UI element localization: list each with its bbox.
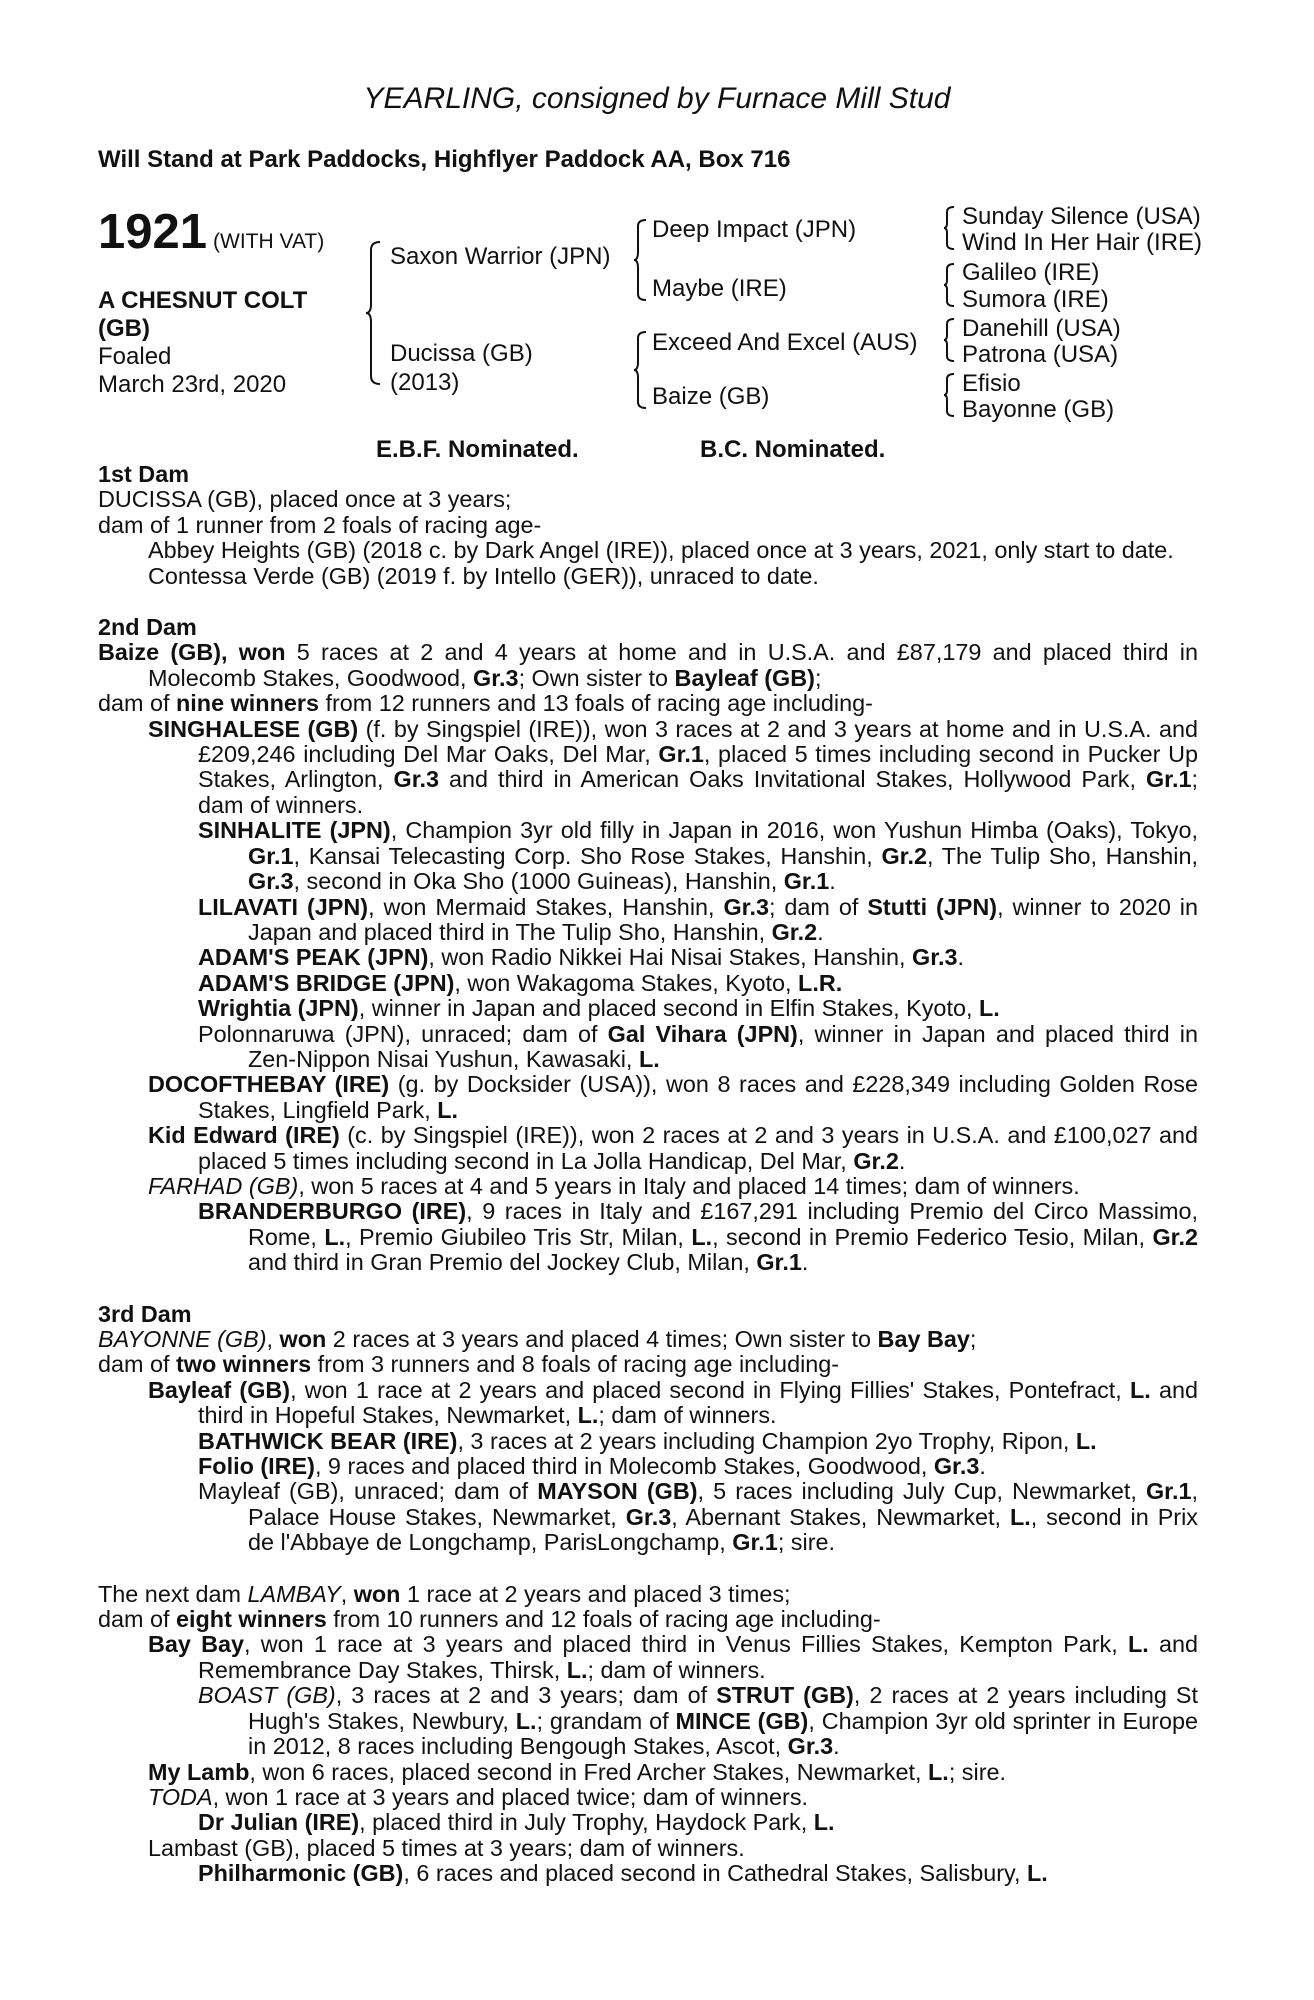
produce-entry: SINHALITE (JPN), Champion 3yr old filly in Japan in 2016, won Yushun Himba (Oaks), Tokyo, Gr.1, Kansai Telecasting Corp. Sho Rose Stakes, Hanshin, Gr.2, The Tulip Sho, Hanshin, Gr.3, second in Oka Sho (1000 Guineas), Hanshin, Gr.1. [198,817,1199,895]
pedigree-dam: Ducissa (GB) [390,340,533,367]
stand-location: Will Stand at Park Paddocks, Highflyer Paddock AA, Box 716 [98,146,791,173]
third-dam-produce-line: dam of two winners from 3 runners and 8 foals of racing age including- [98,1351,840,1378]
produce-entry: Abbey Heights (GB) (2018 c. by Dark Angel (IRE)), placed once at 3 years, 2021, only start to date. [148,537,1174,564]
horse-description [98,287,307,399]
pedigree-brace-main [364,240,382,386]
next-dam-produce-line: dam of eight winners from 10 runners and 12 foals of racing age including- [98,1606,881,1633]
first-dam-produce-line: dam of 1 runner from 2 foals of racing age- [98,511,542,538]
produce-entry: Kid Edward (IRE) (c. by Singspiel (IRE)), won 2 races at 2 and 3 years in U.S.A. and £100,027 and placed 5 times including second in La Jolla Handicap, Del Mar, Gr.2. [148,1122,1198,1174]
horse-country: (GB) [98,315,150,342]
produce-entry: LILAVATI (JPN), won Mermaid Stakes, Hanshin, Gr.3; dam of Stutti (JPN), winner to 2020 in Japan and placed third in The Tulip Sho, Hanshin, Gr.2. [198,893,1198,945]
produce-entry: ADAM'S BRIDGE (JPN), won Wakagoma Stakes, Kyoto, L.R. [198,969,843,996]
pedigree-sire: Saxon Warrior (JPN) [390,243,611,270]
produce-entry: Wrightia (JPN), winner in Japan and placed second in Elfin Stakes, Kyoto, L. [198,995,1000,1022]
pedigree-g2: Wind In Her Hair (IRE) [962,229,1203,256]
page-title: YEARLING, consigned by Furnace Mill Stud [363,82,951,115]
second-dam-line: Baize (GB), won 5 races at 2 and 4 years at home and in U.S.A. and £87,179 and placed third in Molecomb Stakes, Goodwood, Gr.3; Own sister to Bayleaf (GB); [98,639,1198,691]
produce-entry: Bayleaf (GB), won 1 race at 2 years and placed second in Flying Fillies' Stakes, Pontefract, L. and third in Hopeful Stakes, Newmarket, L.; dam of winners. [148,1376,1198,1429]
produce-entry: BRANDERBURGO (IRE), 9 races in Italy and £167,291 including Premio del Circo Massimo, Rome, L., Premio Giubileo Tris Str, Milan, L., second in Premio Federico Tesio, Milan, Gr.2 and third in Gran Premio del Jockey Club, Milan, Gr.1. [198,1198,1198,1276]
produce-entry: Contessa Verde (GB) (2019 f. by Intello (GER)), unraced to date. [148,562,819,589]
pedigree-sire-dam: Maybe (IRE) [652,275,787,302]
pedigree-brace-g34 [942,262,956,308]
pedigree-brace-g56 [942,317,956,363]
pedigree-g8: Bayonne (GB) [962,396,1115,423]
pedigree-dam-sire: Exceed And Excel (AUS) [652,329,918,356]
pedigree-brace-g12 [942,205,956,251]
pedigree-g4: Sumora (IRE) [962,286,1109,313]
pedigree-notes [98,462,1198,1887]
produce-entry: BOAST (GB), 3 races at 2 and 3 years; dam of STRUT (GB), 2 races at 2 years including St Hugh's Stakes, Newbury, L.; grandam of MINCE (GB), Champion 3yr old sprinter in Europe in 2012, 8 races including Bengough Stakes, Ascot, Gr.3. [198,1682,1199,1760]
pedigree-brace-dam [632,330,648,410]
pedigree-brace-sire [632,218,648,302]
second-dam-heading: 2nd Dam [98,614,197,641]
first-dam-line: DUCISSA (GB), placed once at 3 years; [98,486,512,513]
produce-entry: Philharmonic (GB), 6 races and placed second in Cathedral Stakes, Salisbury, L. [198,1860,1048,1887]
pedigree-g6: Patrona (USA) [962,341,1119,368]
third-dam-line: BAYONNE (GB), won 2 races at 3 years and placed 4 times; Own sister to Bay Bay; [98,1326,977,1352]
pedigree-g7: Efisio [962,370,1021,397]
pedigree-dam-dam: Baize (GB) [652,383,770,410]
vat-note: (WITH VAT) [213,230,325,253]
lot-number: 1921 [98,205,208,259]
bc-nomination: B.C. Nominated. [700,436,886,463]
produce-entry: Dr Julian (IRE), placed third in July Trophy, Haydock Park, L. [198,1809,835,1836]
pedigree-g5: Danehill (USA) [962,315,1121,342]
produce-entry: Mayleaf (GB), unraced; dam of MAYSON (GB), 5 races including July Cup, Newmarket, Gr.1, Palace House Stakes, Newmarket, Gr.3, Abernant Stakes, Newmarket, L., second in Prix de l'Abbaye de Longchamp, ParisLongchamp, Gr.1; sire. [198,1478,1198,1556]
pedigree-sire-sire: Deep Impact (JPN) [652,216,857,243]
horse-sex-colour: A CHESNUT COLT [98,287,308,314]
produce-entry: Lambast (GB), placed 5 times at 3 years; dam of winners. [148,1834,745,1861]
pedigree-g1: Sunday Silence (USA) [962,203,1201,230]
next-dam-line: The next dam LAMBAY, won 1 race at 2 years and placed 3 times; [98,1580,791,1607]
foaled-date: March 23rd, 2020 [98,371,287,398]
produce-entry: Bay Bay, won 1 race at 3 years and placed third in Venus Fillies Stakes, Kempton Park, L. and Remembrance Day Stakes, Thirsk, L.; dam of winners. [148,1631,1198,1683]
ebf-nomination: E.B.F. Nominated. [376,436,579,463]
first-dam-heading: 1st Dam [98,461,190,487]
lot-number-block [98,204,324,260]
pedigree-dam-year: (2013) [390,369,460,396]
produce-entry: Polonnaruwa (JPN), unraced; dam of Gal Vihara (JPN), winner in Japan and placed third in Zen-Nippon Nisai Yushun, Kawasaki, L. [198,1020,1198,1072]
produce-entry: TODA, won 1 race at 3 years and placed twice; dam of winners. [148,1783,809,1810]
produce-entry: My Lamb, won 6 races, placed second in Fred Archer Stakes, Newmarket, L.; sire. [148,1758,1006,1785]
produce-entry: Folio (IRE), 9 races and placed third in Molecomb Stakes, Goodwood, Gr.3. [198,1453,986,1480]
produce-entry: FARHAD (GB), won 5 races at 4 and 5 years in Italy and placed 14 times; dam of winners. [148,1172,1080,1199]
produce-entry: BATHWICK BEAR (IRE), 3 races at 2 years including Champion 2yo Trophy, Ripon, L. [198,1427,1097,1454]
produce-entry: ADAM'S PEAK (JPN), won Radio Nikkei Hai Nisai Stakes, Hanshin, Gr.3. [198,944,965,971]
produce-entry: SINGHALESE (GB) (f. by Singspiel (IRE)), won 3 races at 2 and 3 years at home and in U.S.A. and £209,246 including Del Mar Oaks, Del Mar, Gr.1, placed 5 times including second in Pucker Up Stakes, Arlington, Gr.3 and third in American Oaks Invitational Stakes, Hollywood Park, Gr.1; dam of winners. [148,715,1198,818]
second-dam-produce-line: dam of nine winners from 12 runners and 13 foals of racing age including- [98,690,873,717]
foaled-label: Foaled [98,343,172,370]
produce-entry: DOCOFTHEBAY (IRE) (g. by Docksider (USA)), won 8 races and £228,349 including Golden Rose Stakes, Lingfield Park, L. [148,1071,1199,1123]
third-dam-heading: 3rd Dam [98,1300,192,1327]
pedigree-g3: Galileo (IRE) [962,259,1100,286]
pedigree-brace-g78 [942,372,956,418]
